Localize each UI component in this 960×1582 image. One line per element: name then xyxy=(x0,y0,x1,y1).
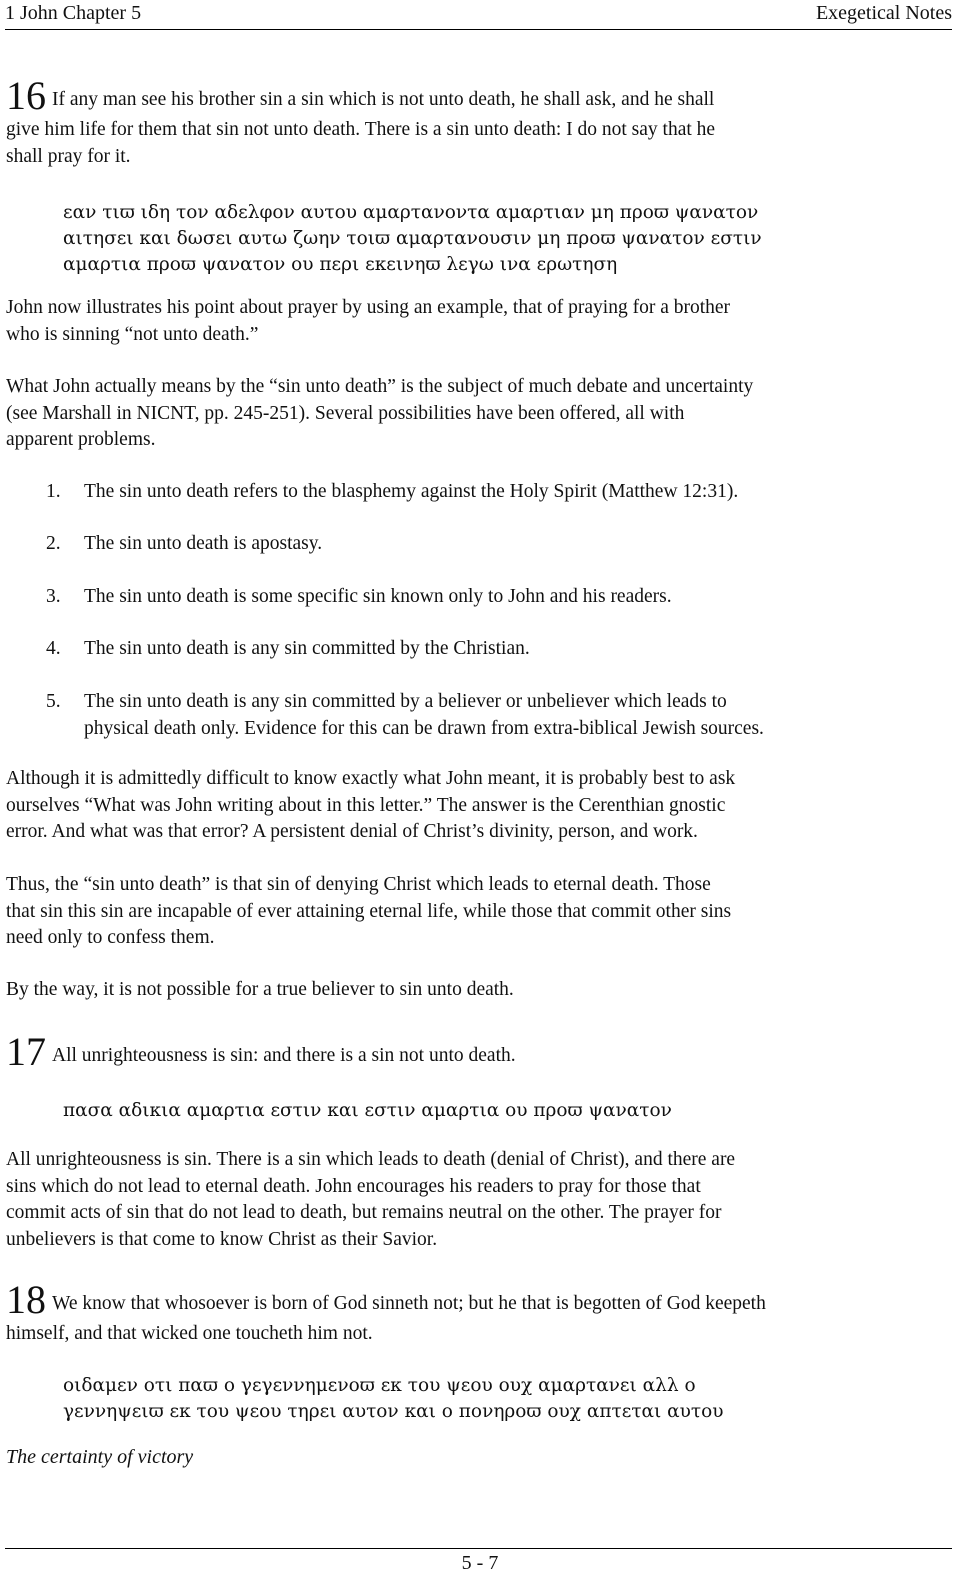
list-item xyxy=(46,531,950,558)
list-number: 1. xyxy=(46,481,61,502)
paragraph xyxy=(6,295,950,348)
verse-18 xyxy=(6,1277,950,1347)
paragraph-line: All unrighteousness is sin. There is a sin which leads to death (denial of Christ), and there are xyxy=(6,1149,736,1170)
verse-text-line: shall pray for it. xyxy=(6,146,131,167)
verse-text-line: All unrighteousness is sin: and there is a sin not unto death. xyxy=(52,1045,516,1066)
page-number: 5 - 7 xyxy=(461,1552,499,1574)
section-title: The certainty of victory xyxy=(6,1446,194,1468)
paragraph-line: sins which do not lead to eternal death. John encourages his readers to pray for those that xyxy=(6,1175,701,1197)
greek-line: γεννηψειϖ εκ του ψεου τηρει αυτον και ο πονηροϖ ουχ απτεται αυτου xyxy=(63,1401,724,1422)
list-number: 5. xyxy=(46,691,61,712)
verse-text-line: give him life for them that sin not unto death. There is a sin unto death: I do not say that he xyxy=(6,119,716,140)
greek-line: αμαρτια προϖ ψανατον ου περι εκεινηϖ λεγω ινα ερωτηση xyxy=(63,254,618,275)
paragraph-line: What John actually means by the “sin unto death” is the subject of much debate and uncertainty xyxy=(6,376,754,397)
paragraph-line: commit acts of sin that do not lead to death, but remains neutral on the other. The prayer for xyxy=(6,1202,722,1223)
list-number: 4. xyxy=(46,638,61,659)
paragraph-line: error. And what was that error? A persistent denial of Christ’s divinity, person, and work. xyxy=(6,821,698,842)
verse-16 xyxy=(6,73,950,170)
paragraph xyxy=(6,872,950,952)
list-text: The sin unto death is any sin committed by the Christian. xyxy=(84,638,530,659)
list-text xyxy=(84,689,950,742)
verse-text-line: We know that whosoever is born of God sinneth not; but he that is begotten of God keepeth xyxy=(52,1293,766,1314)
list-text: The sin unto death is some specific sin known only to John and his readers. xyxy=(84,586,672,607)
page-header xyxy=(5,0,952,28)
paragraph-line: Although it is admittedly difficult to know exactly what John meant, it is probably best to ask xyxy=(6,768,736,789)
verse-number: 16 xyxy=(6,73,46,118)
verse-text-line: himself, and that wicked one toucheth him not. xyxy=(6,1323,373,1344)
verse-text-line: If any man see his brother sin a sin which is not unto death, he shall ask, and he shall xyxy=(52,89,715,110)
verse-number: 17 xyxy=(6,1029,46,1074)
greek-line: αιτησει και δωσει αυτω ζωην τοιϖ αμαρτανουσιν μη προϖ ψανατον εστιν xyxy=(63,228,762,249)
greek-line: εαν τιϖ ιδη τον αδελφον αυτου αμαρτανοντα αμαρτιαν μη προϖ ψανατον xyxy=(63,202,759,223)
greek-text-16 xyxy=(63,200,950,278)
paragraph-line: that sin this sin are incapable of ever attaining eternal life, while those that commit other sins xyxy=(6,900,732,922)
greek-line: πασα αδικια αμαρτια εστιν και εστιν αμαρτια ου προϖ ψανατον xyxy=(63,1100,672,1121)
paragraph xyxy=(6,374,950,454)
list-item xyxy=(46,479,950,506)
paragraph-line: By the way, it is not possible for a true believer to sin unto death. xyxy=(6,979,514,1000)
list-number: 3. xyxy=(46,586,61,607)
greek-text-18 xyxy=(63,1373,950,1425)
paragraph xyxy=(6,766,950,846)
footer-rule xyxy=(5,1548,952,1549)
verse-number: 18 xyxy=(6,1277,46,1322)
header-book-title: 1 John Chapter 5 xyxy=(5,2,142,24)
paragraph xyxy=(6,977,950,1004)
list-text-line: physical death only. Evidence for this can be drawn from extra-biblical Jewish sources. xyxy=(84,717,764,739)
list-text: The sin unto death is apostasy. xyxy=(84,533,323,554)
paragraph-line: apparent problems. xyxy=(6,429,156,450)
paragraph-line: need only to confess them. xyxy=(6,927,215,948)
list-item xyxy=(46,689,950,742)
paragraph-line: Thus, the “sin unto death” is that sin of denying Christ which leads to eternal death. Those xyxy=(6,874,711,895)
list-number: 2. xyxy=(46,533,61,554)
paragraph-line: who is sinning “not unto death.” xyxy=(6,323,259,345)
header-rule xyxy=(5,29,952,30)
list-text-line: The sin unto death is any sin committed by a believer or unbeliever which leads to xyxy=(84,691,727,712)
paragraph-line: ourselves “What was John writing about in this letter.” The answer is the Cerenthian gnostic xyxy=(6,794,726,816)
list-item xyxy=(46,584,950,611)
list-text: The sin unto death refers to the blasphemy against the Holy Spirit (Matthew 12:31). xyxy=(84,481,739,502)
greek-line: οιδαμεν οτι παϖ ο γεγεννημενοϖ εκ του ψεου ουχ αμαρτανει αλλ ο xyxy=(63,1375,696,1396)
greek-text-17 xyxy=(63,1098,950,1124)
paragraph xyxy=(6,1147,950,1253)
list-item xyxy=(46,636,950,663)
paragraph-line: (see Marshall in NICNT, pp. 245-251). Several possibilities have been offered, all with xyxy=(6,402,685,424)
paragraph-line: John now illustrates his point about prayer by using an example, that of praying for a brother xyxy=(6,297,731,318)
verse-17 xyxy=(6,1029,950,1074)
paragraph-line: unbelievers is that come to know Christ as their Savior. xyxy=(6,1228,438,1250)
header-notes-title: Exegetical Notes xyxy=(815,2,952,24)
